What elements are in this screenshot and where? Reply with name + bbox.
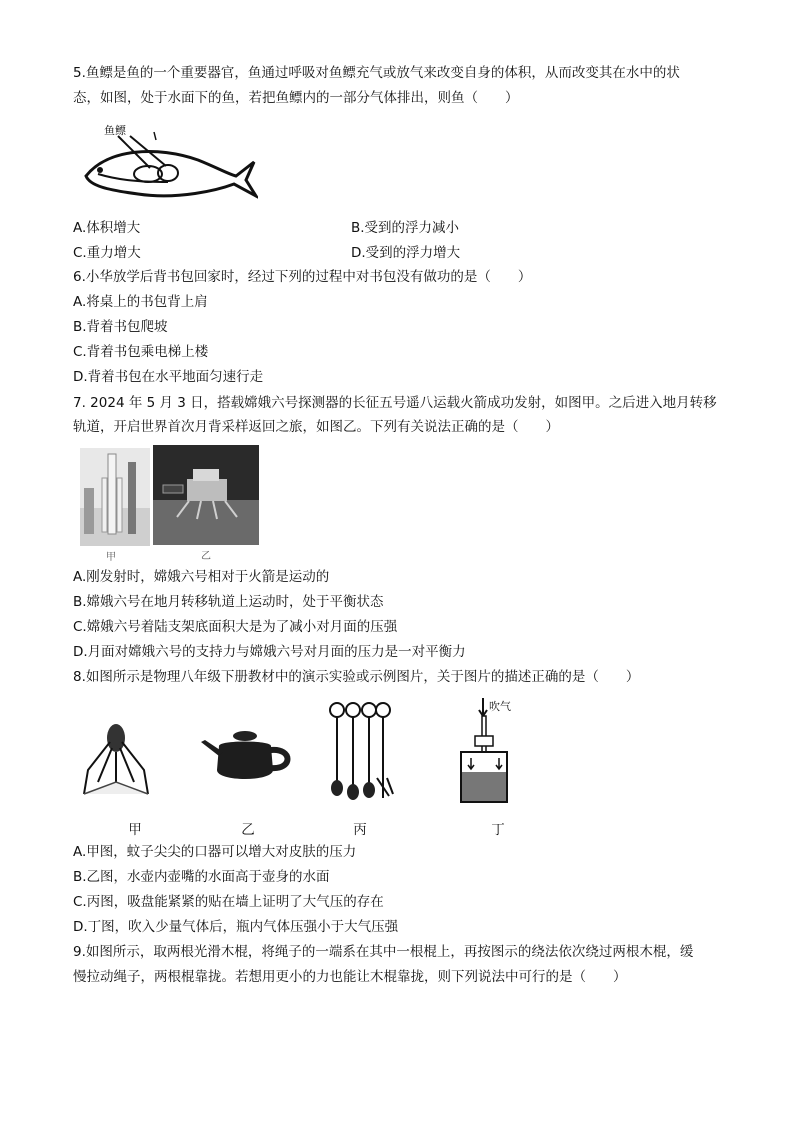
q7-option-c: C.嫦娥六号着陆支架底面积大是为了减小对月面的压强 (73, 619, 398, 635)
blow-air-label: 吹气 (489, 700, 511, 713)
caption-jia: 甲 (106, 552, 116, 563)
lander-photo (153, 445, 259, 562)
q7-option-a: A.刚发射时，嫦娥六号相对于火箭是运动的 (73, 569, 330, 585)
mosquito-figure (80, 712, 150, 802)
q5-option-a: A.体积增大 (73, 220, 141, 236)
caption-yi-8: 乙 (241, 822, 255, 838)
q8-option-a: A.甲图，蚊子尖尖的口器可以增大对皮肤的压力 (73, 844, 357, 860)
q6-option-c: C.背着书包乘电梯上楼 (73, 344, 209, 360)
fish-bladder-label: 鱼鳔 (104, 124, 126, 137)
q6-option-b: B.背着书包爬坡 (73, 319, 168, 335)
q8-option-b: B.乙图，水壶内壶嘴的水面高于壶身的水面 (73, 869, 330, 885)
q8-option-d: D.丁图，吹入少量气体后，瓶内气体压强小于大气压强 (73, 919, 399, 935)
q5-option-d: D.受到的浮力增大 (351, 245, 461, 261)
caption-jia-8: 甲 (128, 822, 142, 838)
q7-stem-line1: 7. 2024 年 5 月 3 日，搭载嫦娥六号探测器的长征五号遥八运载火箭成功发射，如图甲。之后进入地月转移 (73, 395, 717, 411)
q5-option-c: C.重力增大 (73, 245, 141, 261)
caption-ding-8: 丁 (491, 822, 505, 838)
q8-stem: 8.如图所示是物理八年级下册教材中的演示实验或示例图片，关于图片的描述正确的是（ ） (73, 669, 640, 685)
q6-option-a: A.将桌上的书包背上肩 (73, 294, 208, 310)
q5-option-b: B.受到的浮力减小 (351, 220, 460, 236)
q9-stem-line1: 9.如图所示，取两根光滑木棍，将绳子的一端系在其中一根棍上，再按图示的绕法依次绕过两根木棍，缓 (73, 944, 694, 960)
bottle-figure (455, 696, 525, 808)
rocket-launch-photo (80, 448, 150, 563)
teapot-figure (197, 722, 297, 790)
q5-stem-line1: 5.鱼鳔是鱼的一个重要器官，鱼通过呼吸对鱼鳔充气或放气来改变自身的体积，从而改变其在水中的状 (73, 65, 680, 81)
q7-option-d: D.月面对嫦娥六号的支持力与嫦娥六号对月面的压力是一对平衡力 (73, 644, 466, 660)
suction-cups-figure (325, 700, 395, 804)
q6-stem: 6.小华放学后背书包回家时，经过下列的过程中对书包没有做功的是（ ） (73, 269, 532, 285)
caption-bing-8: 丙 (353, 822, 367, 838)
q7-option-b: B.嫦娥六号在地月转移轨道上运动时，处于平衡状态 (73, 594, 384, 610)
q6-option-d: D.背着书包在水平地面匀速行走 (73, 369, 264, 385)
q7-stem-line2: 轨道，开启世界首次月背采样返回之旅，如图乙。下列有关说法正确的是（ ） (73, 419, 559, 435)
fish-figure (78, 118, 258, 203)
q9-stem-line2: 慢拉动绳子，两根棍靠拢。若想用更小的力也能让木棍靠拢，则下列说法中可行的是（ ） (73, 969, 627, 985)
q8-option-c: C.丙图，吸盘能紧紧的贴在墙上证明了大气压的存在 (73, 894, 384, 910)
q5-stem-line2: 态，如图，处于水面下的鱼，若把鱼鳔内的一部分气体排出，则鱼（ ） (73, 90, 519, 106)
caption-yi: 乙 (201, 551, 211, 562)
